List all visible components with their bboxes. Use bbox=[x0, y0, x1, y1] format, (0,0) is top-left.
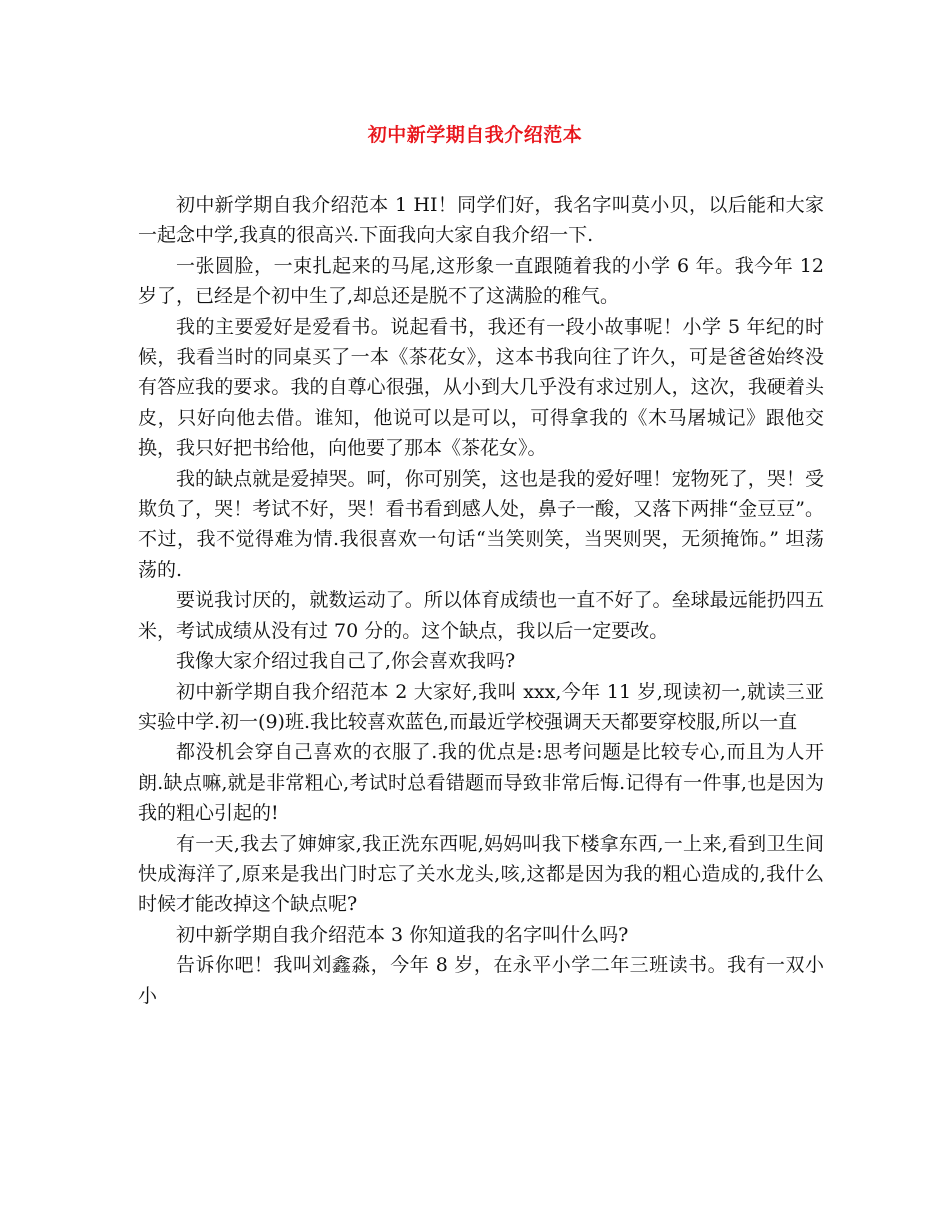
paragraph: 一张圆脸，一束扎起来的马尾,这形象一直跟随着我的小学 6 年。我今年 12 岁了，已经是个初中生了,却总还是脱不了这满脸的稚气。 bbox=[138, 254, 824, 308]
document-body bbox=[138, 190, 824, 1011]
paragraph: 初中新学期自我介绍范本 3 你知道我的名字叫什么吗? bbox=[176, 923, 629, 946]
document-title: 初中新学期自我介绍范本 bbox=[367, 124, 583, 146]
paragraph: 要说我讨厌的，就数运动了。所以体育成绩也一直不好了。垒球最远能扔四五米，考试成绩从没有过 70 分的。这个缺点，我以后一定要改。 bbox=[138, 589, 824, 642]
paragraph: 告诉你吧！我叫刘鑫淼，今年 8 岁，在永平小学二年三班读书。我有一双小小 bbox=[138, 954, 824, 1007]
paragraph: 初中新学期自我介绍范本 1 HI！同学们好，我名字叫莫小贝，以后能和大家一起念中学,我真的很高兴.下面我向大家自我介绍一下. bbox=[138, 194, 824, 247]
paragraph: 有一天,我去了婶婶家,我正洗东西呢,妈妈叫我下楼拿东西,一上来,看到卫生间快成海洋了,原来是我出门时忘了关水龙头,咳,这都是因为我的粗心造成的,我什么时候才能改掉这个缺点呢? bbox=[138, 832, 824, 916]
paragraph: 都没机会穿自己喜欢的衣服了.我的优点是:思考问题是比较专心,而且为人开朗.缺点嘛,就是非常粗心,考试时总看错题而导致非常后悔.记得有一件事,也是因为我的粗心引起的! bbox=[138, 741, 824, 825]
paragraph: 我的缺点就是爱掉哭。呵，你可别笑，这也是我的爱好哩！宠物死了，哭！受欺负了，哭！考试不好，哭！看书看到感人处，鼻子一酸，又落下两排“金豆豆”。不过，我不觉得难为情.我很喜欢一句话“当笑则笑，当哭则哭，无须掩饰。” 坦荡荡的. bbox=[138, 467, 824, 581]
paragraph: 我像大家介绍过我自己了,你会喜欢我吗? bbox=[176, 650, 516, 673]
paragraph: 初中新学期自我介绍范本 2 大家好,我叫 xxx,今年 11 岁,现读初一,就读三亚实验中学.初一(9)班.我比较喜欢蓝色,而最近学校强调天天都要穿校服,所以一直 bbox=[138, 680, 824, 733]
paragraph: 我的主要爱好是爱看书。说起看书，我还有一段小故事呢！小学 5 年纪的时候，我看当时的同桌买了一本《茶花女》，这本书我向往了许久，可是爸爸始终没有答应我的要求。我的自尊心很强，从小到大几乎没有求过别人，这次，我硬着头皮，只好向他去借。谁知，他说可以是可以，可得拿我的《木马屠城记》跟他交换，我只好把书给他，向他要了那本《茶花女》。 bbox=[138, 315, 824, 460]
